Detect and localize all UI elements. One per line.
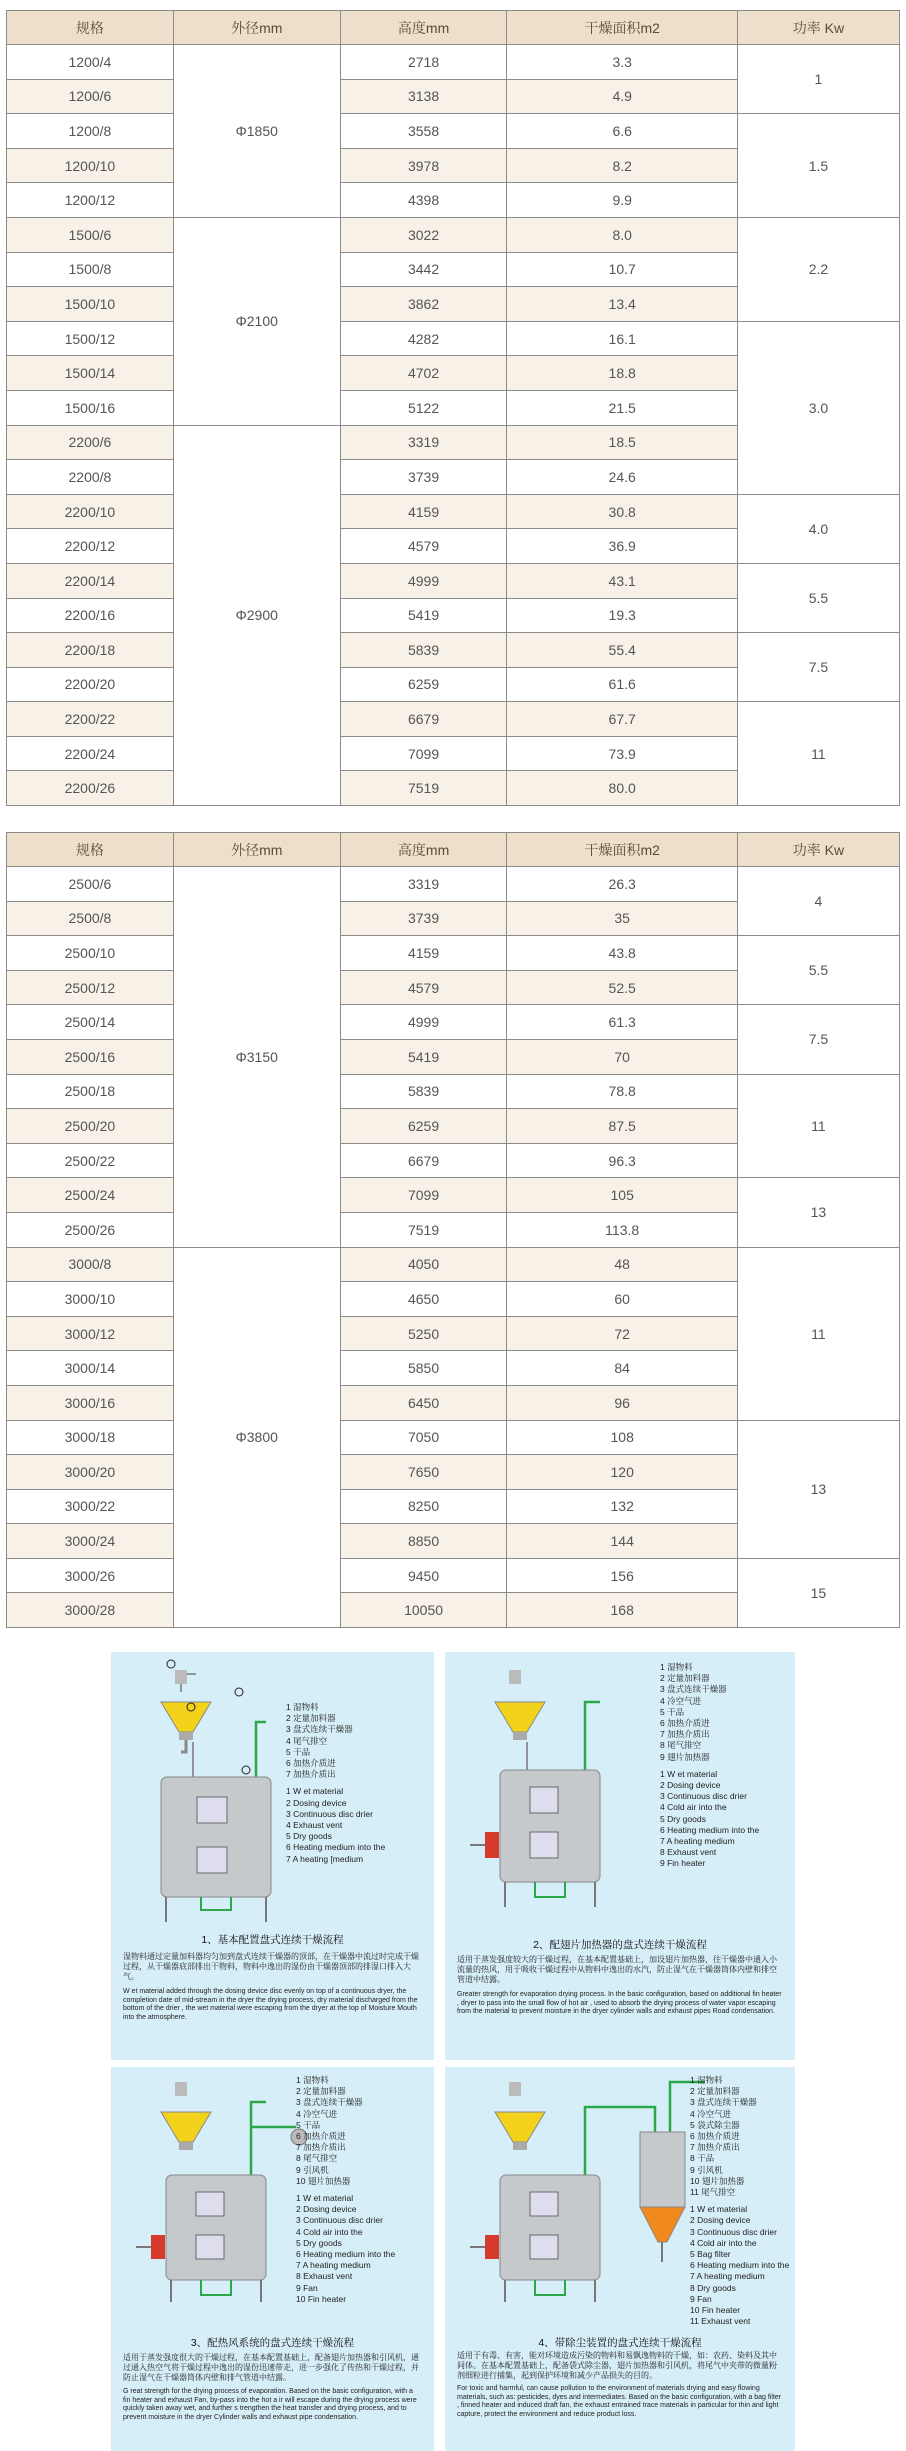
height-cell: 4159 <box>340 494 507 529</box>
power-cell: 7.5 <box>737 1005 899 1074</box>
power-cell: 13 <box>737 1420 899 1558</box>
diagram-text-en: Greater strength for evaporation drying process. In the basic configuration, based on additional fin heater , dryer to pass into the small flow of hot air , used to absorb the drying process of water vapor escaping from the material to prevent moisture in the dryer cylinder walls and exhaust pipes Road condensation. <box>457 1991 782 2016</box>
spec-cell: 2200/16 <box>7 598 174 633</box>
legend-item-zh: 6 加热介质进 <box>660 1718 710 1729</box>
spec-cell: 2500/18 <box>7 1074 174 1109</box>
legend-item-en: 5 Dry goods <box>286 1831 332 1842</box>
table-row <box>7 114 900 149</box>
flow-diagram-hot-air <box>111 2067 434 2451</box>
table-row <box>7 1005 900 1040</box>
legend-item-en: 8 Exhaust vent <box>296 2271 353 2282</box>
power-cell: 5.5 <box>737 936 899 1005</box>
spec-cell: 3000/20 <box>7 1455 174 1490</box>
area-cell: 18.5 <box>507 425 737 460</box>
height-cell: 2718 <box>340 45 507 80</box>
spec-table-1 <box>6 10 900 806</box>
spec-cell: 2500/14 <box>7 1005 174 1040</box>
height-cell: 7099 <box>340 736 507 771</box>
legend-item-en: 1 W et material <box>690 2204 748 2215</box>
area-cell: 70 <box>507 1039 737 1074</box>
power-cell: 11 <box>737 1247 899 1420</box>
power-cell: 1.5 <box>737 114 899 218</box>
height-cell: 5122 <box>340 390 507 425</box>
legend-item-en: 7 A heating medium <box>660 1836 735 1847</box>
legend-item-zh: 3 盘式连续干燥器 <box>660 1684 727 1695</box>
table-row <box>7 45 900 80</box>
legend-zh-list <box>286 1702 385 1780</box>
table-row <box>7 494 900 529</box>
legend-item-zh: 8 尾气排空 <box>660 1740 702 1751</box>
spec-cell: 1200/4 <box>7 45 174 80</box>
legend-item-en: 6 Heating medium into the <box>296 2249 396 2260</box>
header-diameter: 外径mm <box>173 11 340 45</box>
height-cell: 4579 <box>340 529 507 564</box>
diagram-text-zh: 适用于蒸发强度很大的干燥过程，在基本配置基础上，配备翅片加热器和引风机，通过通入热空气将干燥过程中逸出的湿份迅速带走，进一步强化了传热和干燥过程，并防止湿气在干燥器筒体内壁和排气管道中结露。 <box>123 2353 419 2382</box>
legend-item-en: 8 Dry goods <box>690 2282 736 2293</box>
diameter-cell: Φ2100 <box>173 217 340 425</box>
legend-item-en: 9 Fan <box>690 2293 712 2304</box>
spec-cell: 2200/24 <box>7 736 174 771</box>
spec-cell: 2200/8 <box>7 460 174 495</box>
height-cell: 3319 <box>340 425 507 460</box>
table-row <box>7 936 900 971</box>
legend-item-zh: 11 尾气排空 <box>690 2187 736 2198</box>
spec-cell: 2500/6 <box>7 867 174 902</box>
header-spec: 规格 <box>7 11 174 45</box>
legend-item-en: 7 A heating medium <box>690 2271 765 2282</box>
area-cell: 3.3 <box>507 45 737 80</box>
spec-cell: 3000/18 <box>7 1420 174 1455</box>
legend-item-en: 5 Bag filter <box>690 2249 731 2260</box>
area-cell: 78.8 <box>507 1074 737 1109</box>
spec-cell: 2500/26 <box>7 1212 174 1247</box>
power-cell: 4 <box>737 867 899 936</box>
area-cell: 36.9 <box>507 529 737 564</box>
spec-cell: 1200/10 <box>7 148 174 183</box>
diagram-title: 3、配热风系统的盘式连续干燥流程 <box>190 2337 355 2349</box>
spec-cell: 1500/6 <box>7 217 174 252</box>
area-cell: 156 <box>507 1558 737 1593</box>
area-cell: 35 <box>507 901 737 936</box>
legend-item-en: 3 Continuous disc drier <box>660 1791 747 1802</box>
area-cell: 61.3 <box>507 1005 737 1040</box>
area-cell: 84 <box>507 1351 737 1386</box>
legend-item-en: 7 A heating medium <box>296 2260 371 2271</box>
legend-item-zh: 1 湿物料 <box>286 1702 319 1712</box>
area-cell: 8.0 <box>507 217 737 252</box>
area-cell: 9.9 <box>507 183 737 218</box>
height-cell: 3739 <box>340 901 507 936</box>
height-cell: 3022 <box>340 217 507 252</box>
spec-cell: 1200/8 <box>7 114 174 149</box>
height-cell: 4999 <box>340 563 507 598</box>
legend-item-zh: 2 定量加料器 <box>690 2086 740 2097</box>
legend-item-zh: 9 引风机 <box>296 2164 329 2175</box>
table-body <box>7 867 900 1628</box>
height-cell: 3138 <box>340 79 507 114</box>
diagram-text-en: G reat strength for the drying process of evaporation. Based on the basic configuration, with a fin heater and exhaust Fan, by-pass into the hot a ir will escape during the drying process were quickly taken away wet, and further s trengthen the heat transfer and drying process, and to prevent moisture in the dryer Cylinder walls and exhaust pipe condensation. <box>123 2388 417 2421</box>
table-row <box>7 1420 900 1455</box>
spec-cell: 1500/14 <box>7 356 174 391</box>
area-cell: 30.8 <box>507 494 737 529</box>
spec-cell: 2200/20 <box>7 667 174 702</box>
header-height: 高度mm <box>340 11 507 45</box>
table-body <box>7 45 900 806</box>
area-cell: 72 <box>507 1316 737 1351</box>
spec-cell: 2200/6 <box>7 425 174 460</box>
power-cell: 3.0 <box>737 321 899 494</box>
legend-item-en: 2 Dosing device <box>286 1797 347 1808</box>
header-area: 干燥面积m2 <box>507 11 737 45</box>
legend-en-list <box>286 1786 385 1864</box>
power-cell: 2.2 <box>737 217 899 321</box>
height-cell: 4702 <box>340 356 507 391</box>
height-cell: 4159 <box>340 936 507 971</box>
legend-item-en: 5 Dry goods <box>660 1813 706 1824</box>
diagram-text-en: W et material added through the dosing device disc evenly on top of a continuous dryer, the completion date of mid-stream in the dryer the drying process, dry material discharged from the bottom of the drier , the wet material were escaping from the dryer at the top of Moisture Mouth into the atmosphere. <box>123 1988 418 2021</box>
legend-item-en: 3 Continuous disc drier <box>286 1808 373 1819</box>
legend-item-en: 1 W et material <box>286 1786 344 1797</box>
diagram-title: 1、基本配置盘式连续干燥流程 <box>201 1934 344 1946</box>
area-cell: 60 <box>507 1282 737 1317</box>
area-cell: 120 <box>507 1455 737 1490</box>
table-row <box>7 633 900 668</box>
legend-item-zh: 9 引风机 <box>690 2164 723 2175</box>
spec-cell: 2500/16 <box>7 1039 174 1074</box>
legend-item-zh: 4 冷空气进 <box>660 1695 702 1706</box>
area-cell: 168 <box>507 1593 737 1628</box>
legend-item-en: 8 Exhaust vent <box>660 1847 717 1858</box>
height-cell: 5850 <box>340 1351 507 1386</box>
height-cell: 3319 <box>340 867 507 902</box>
legend-item-en: 2 Dosing device <box>690 2215 751 2226</box>
diameter-cell: Φ3150 <box>173 867 340 1248</box>
height-cell: 6259 <box>340 1109 507 1144</box>
diagram-text-zh: 适用于蒸发强度较大的干燥过程，在基本配置基础上，加设翅片加热器，往干燥器中通入小流量的热风，用于吸收干燥过程中从物料中逸出的水汽，防止湿气在干燥器筒体内壁和排空管道中结露。 <box>457 1955 777 1984</box>
spec-cell: 2500/20 <box>7 1109 174 1144</box>
area-cell: 105 <box>507 1178 737 1213</box>
spec-cell: 3000/14 <box>7 1351 174 1386</box>
height-cell: 6679 <box>340 1143 507 1178</box>
power-cell: 11 <box>737 1074 899 1178</box>
height-cell: 7519 <box>340 771 507 806</box>
height-cell: 5839 <box>340 633 507 668</box>
legend-item-en: 1 W et material <box>660 1768 718 1779</box>
height-cell: 3558 <box>340 114 507 149</box>
legend-item-zh: 5 干品 <box>286 1746 311 1757</box>
header-area: 干燥面积m2 <box>507 833 737 867</box>
area-cell: 13.4 <box>507 287 737 322</box>
legend-item-zh: 7 加热介质出 <box>296 2142 346 2153</box>
legend-item-en: 4 Cold air into the <box>660 1802 727 1813</box>
header-row <box>7 833 900 867</box>
legend-item-en: 4 Cold air into the <box>296 2226 363 2237</box>
area-cell: 8.2 <box>507 148 737 183</box>
height-cell: 9450 <box>340 1558 507 1593</box>
area-cell: 96 <box>507 1385 737 1420</box>
legend-item-zh: 5 干品 <box>660 1706 685 1717</box>
table-row <box>7 1247 900 1282</box>
legend-item-en: 10 Fin heater <box>690 2305 741 2316</box>
header-spec: 规格 <box>7 833 174 867</box>
area-cell: 108 <box>507 1420 737 1455</box>
legend-en-list <box>660 1769 759 1870</box>
legend-item-en: 1 W et material <box>296 2193 354 2204</box>
legend-item-en: 9 Fan <box>296 2282 318 2293</box>
height-cell: 8250 <box>340 1489 507 1524</box>
dryer-schematic <box>111 1652 434 1922</box>
legend-item-en: 6 Heating medium into the <box>660 1824 760 1835</box>
legend-item-zh: 6 加热介质进 <box>690 2131 740 2142</box>
spec-cell: 1500/8 <box>7 252 174 287</box>
legend-item-zh: 7 加热介质出 <box>690 2142 740 2153</box>
spec-cell: 2200/18 <box>7 633 174 668</box>
spec-cell: 3000/16 <box>7 1385 174 1420</box>
height-cell: 6259 <box>340 667 507 702</box>
area-cell: 87.5 <box>507 1109 737 1144</box>
diagram-title: 4、带除尘装置的盘式连续干燥流程 <box>538 2337 702 2349</box>
area-cell: 55.4 <box>507 633 737 668</box>
flow-diagram-basic <box>111 1652 434 2060</box>
diagram-text-zh: 湿物料通过定量加料器均匀加到盘式连续干燥器的顶部，在干燥器中流过时完成干燥过程，从干燥器底部排出干物料，物料中逸出的湿份由干燥器顶部的排湿口排入大气。 <box>123 1952 419 1981</box>
header-power: 功率 Kw <box>737 11 899 45</box>
diagram-text-zh: 适用于有毒、有害，能对环境造成污染的物料和易飘逸物料的干燥，如：农药、染料及其中间体。在基本配置基础上，配备袋式除尘器，翅片加热器和引风机，将尾气中夹带的微量粉剂细粒进行捕集，起到保护环境和减少产品损失的目的。 <box>457 2351 777 2380</box>
height-cell: 4999 <box>340 1005 507 1040</box>
height-cell: 5419 <box>340 1039 507 1074</box>
legend-item-zh: 9 翅片加热器 <box>660 1751 710 1762</box>
spec-cell: 1500/10 <box>7 287 174 322</box>
area-cell: 61.6 <box>507 667 737 702</box>
height-cell: 6450 <box>340 1385 507 1420</box>
spec-cell: 2200/14 <box>7 563 174 598</box>
area-cell: 67.7 <box>507 702 737 737</box>
area-cell: 73.9 <box>507 736 737 771</box>
power-cell: 1 <box>737 45 899 114</box>
power-cell: 15 <box>737 1558 899 1627</box>
legend-item-zh: 10 翅片加热器 <box>690 2175 745 2186</box>
height-cell: 3739 <box>340 460 507 495</box>
height-cell: 5250 <box>340 1316 507 1351</box>
height-cell: 4398 <box>340 183 507 218</box>
area-cell: 19.3 <box>507 598 737 633</box>
legend-item-zh: 4 冷空气进 <box>296 2108 338 2119</box>
area-cell: 48 <box>507 1247 737 1282</box>
spec-cell: 1500/16 <box>7 390 174 425</box>
height-cell: 7050 <box>340 1420 507 1455</box>
spec-cell: 2200/10 <box>7 494 174 529</box>
header-height: 高度mm <box>340 833 507 867</box>
spec-cell: 1200/12 <box>7 183 174 218</box>
table-row <box>7 217 900 252</box>
area-cell: 6.6 <box>507 114 737 149</box>
area-cell: 4.9 <box>507 79 737 114</box>
legend-item-en: 6 Heating medium into the <box>286 1842 386 1853</box>
spec-cell: 3000/24 <box>7 1524 174 1559</box>
area-cell: 24.6 <box>507 460 737 495</box>
legend-item-zh: 6 加热介质进 <box>286 1758 336 1769</box>
legend-item-zh: 1 湿物料 <box>660 1662 693 1672</box>
legend-item-zh: 8 尾气排空 <box>296 2153 338 2164</box>
area-cell: 113.8 <box>507 1212 737 1247</box>
header-diameter: 外径mm <box>173 833 340 867</box>
table-row <box>7 1558 900 1593</box>
area-cell: 26.3 <box>507 867 737 902</box>
spec-cell: 2500/10 <box>7 936 174 971</box>
height-cell: 7650 <box>340 1455 507 1490</box>
legend-item-zh: 4 尾气排空 <box>286 1735 328 1746</box>
spec-cell: 3000/12 <box>7 1316 174 1351</box>
spec-cell: 1500/12 <box>7 321 174 356</box>
power-cell: 5.5 <box>737 563 899 632</box>
flow-diagram-dust-removal <box>445 2067 795 2451</box>
table-row <box>7 563 900 598</box>
spec-cell: 3000/26 <box>7 1558 174 1593</box>
legend-item-en: 6 Heating medium into the <box>690 2260 790 2271</box>
legend-item-en: 2 Dosing device <box>296 2204 357 2215</box>
diagram-title: 2、配翅片加热器的盘式连续干燥流程 <box>533 1939 707 1951</box>
area-cell: 21.5 <box>507 390 737 425</box>
height-cell: 3442 <box>340 252 507 287</box>
header-row <box>7 11 900 45</box>
height-cell: 8850 <box>340 1524 507 1559</box>
legend-item-zh: 2 定量加料器 <box>286 1713 336 1724</box>
diagram-text-en: For toxic and harmful, can cause pollution to the environment of materials drying and easy flowing materials, such as: pesticides, dyes and intermediates. Based on the basic configuration, with a bag filter , finned heater and induced draft fan, the exhaust entrained trace materials in particular for thin and light capture, protect the environment and reduce product loss. <box>457 2385 782 2418</box>
spec-cell: 2500/22 <box>7 1143 174 1178</box>
legend-item-zh: 6 加热介质进 <box>296 2131 346 2142</box>
header-power: 功率 Kw <box>737 833 899 867</box>
spec-cell: 2200/26 <box>7 771 174 806</box>
table-row <box>7 321 900 356</box>
height-cell: 3978 <box>340 148 507 183</box>
diameter-cell: Φ3800 <box>173 1247 340 1628</box>
power-cell: 4.0 <box>737 494 899 563</box>
legend-en-list <box>690 2204 789 2327</box>
power-cell: 11 <box>737 702 899 806</box>
height-cell: 6679 <box>340 702 507 737</box>
diameter-cell: Φ1850 <box>173 45 340 218</box>
legend-zh-list <box>690 2075 789 2198</box>
area-cell: 132 <box>507 1489 737 1524</box>
area-cell: 16.1 <box>507 321 737 356</box>
spec-cell: 1200/6 <box>7 79 174 114</box>
legend-item-en: 3 Continuous disc drier <box>690 2226 777 2237</box>
table-row <box>7 1178 900 1213</box>
legend-item-zh: 10 翅片加热器 <box>296 2175 351 2186</box>
legend-item-en: 2 Dosing device <box>660 1780 721 1791</box>
height-cell: 4050 <box>340 1247 507 1282</box>
legend-item-zh: 3 盘式连续干燥器 <box>286 1724 353 1735</box>
power-cell: 13 <box>737 1178 899 1247</box>
spec-cell: 2200/12 <box>7 529 174 564</box>
height-cell: 4282 <box>340 321 507 356</box>
legend-zh-list <box>296 2075 395 2187</box>
height-cell: 4650 <box>340 1282 507 1317</box>
legend-item-zh: 7 加热介质出 <box>660 1729 710 1740</box>
area-cell: 52.5 <box>507 970 737 1005</box>
height-cell: 10050 <box>340 1593 507 1628</box>
legend-item-zh: 3 盘式连续干燥器 <box>296 2097 363 2108</box>
legend-zh-list <box>660 1662 759 1763</box>
area-cell: 10.7 <box>507 252 737 287</box>
height-cell: 3862 <box>340 287 507 322</box>
spec-cell: 2500/24 <box>7 1178 174 1213</box>
height-cell: 5419 <box>340 598 507 633</box>
spec-cell: 3000/28 <box>7 1593 174 1628</box>
legend-item-zh: 5 干品 <box>296 2119 321 2130</box>
height-cell: 7519 <box>340 1212 507 1247</box>
power-cell: 7.5 <box>737 633 899 702</box>
legend-item-zh: 1 湿物料 <box>690 2075 723 2085</box>
area-cell: 43.1 <box>507 563 737 598</box>
area-cell: 144 <box>507 1524 737 1559</box>
height-cell: 4579 <box>340 970 507 1005</box>
spec-cell: 2200/22 <box>7 702 174 737</box>
legend-item-zh: 4 冷空气进 <box>690 2108 732 2119</box>
spec-table-2 <box>6 832 900 1628</box>
table-row <box>7 867 900 902</box>
area-cell: 96.3 <box>507 1143 737 1178</box>
area-cell: 43.8 <box>507 936 737 971</box>
table-row <box>7 1074 900 1109</box>
legend-item-en: 11 Exhaust vent <box>690 2316 751 2327</box>
legend-item-en: 4 Cold air into the <box>690 2237 757 2248</box>
legend-item-en: 10 Fin heater <box>296 2293 347 2304</box>
area-cell: 18.8 <box>507 356 737 391</box>
legend-item-en: 7 A heating [medium <box>286 1853 364 1864</box>
spec-cell: 2500/8 <box>7 901 174 936</box>
legend-item-zh: 5 袋式除尘器 <box>690 2119 740 2130</box>
legend-item-en: 4 Exhaust vent <box>286 1820 343 1831</box>
table-row <box>7 702 900 737</box>
legend-en-list <box>296 2193 395 2305</box>
diameter-cell: Φ2900 <box>173 425 340 806</box>
legend-item-zh: 2 定量加料器 <box>660 1673 710 1684</box>
legend-item-zh: 7 加热介质出 <box>286 1769 336 1780</box>
area-cell: 80.0 <box>507 771 737 806</box>
height-cell: 7099 <box>340 1178 507 1213</box>
legend-item-zh: 1 湿物料 <box>296 2075 329 2085</box>
legend-item-en: 9 Fin heater <box>660 1858 706 1869</box>
flow-diagram-fin-heater <box>445 1652 795 2060</box>
spec-cell: 3000/10 <box>7 1282 174 1317</box>
height-cell: 5839 <box>340 1074 507 1109</box>
legend-item-zh: 8 干品 <box>690 2153 715 2164</box>
legend-item-en: 3 Continuous disc drier <box>296 2215 383 2226</box>
legend-item-zh: 2 定量加料器 <box>296 2086 346 2097</box>
legend-item-zh: 3 盘式连续干燥器 <box>690 2097 757 2108</box>
legend-item-en: 5 Dry goods <box>296 2237 342 2248</box>
spec-cell: 3000/22 <box>7 1489 174 1524</box>
spec-cell: 2500/12 <box>7 970 174 1005</box>
spec-cell: 3000/8 <box>7 1247 174 1282</box>
